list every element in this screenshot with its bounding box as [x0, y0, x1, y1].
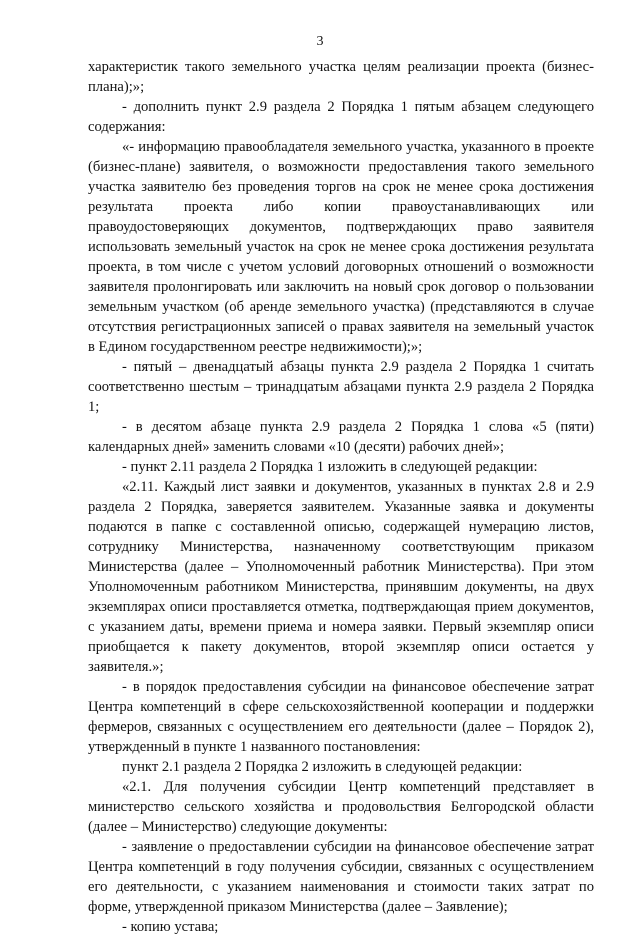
- paragraph: «- информацию правообладателя земельного участка, указанного в проекте (бизнес-плане) заявителя, о возможности предоставления такого земельного участка заявителю без проведения торгов на срок не менее срока достижения результата проекта либо копии правоустанавливающих или правоудостоверяющих документов, подтверждающих право заявителя использовать земельный участок на срок не менее срока достижения результата проекта, в том числе с учетом условий договорных отношений о возможности заявителя пролонгировать или заключить на новый срок договор о пользовании земельным участком (об аренде земельного участка) (представляются в случае отсутствия регистрационных записей о правах заявителя на земельный участок в Едином государственном реестре недвижимости);»;: [88, 139, 594, 355]
- paragraph: «2.11. Каждый лист заявки и документов, указанных в пунктах 2.8 и 2.9 раздела 2 Порядка, заверяется заявителем. Указанные заявка и документы подаются в папке с составленной описью, содержащей нумерацию листов, сотруднику Министерства, назначенному соответствующим приказом Министерства (далее – Уполномоченный работник Министерства). При этом Уполномоченным работником Министерства, принявшим документы, на двух экземплярах описи проставляется отметка, подтверждающая прием документов, с указанием даты, времени приема и номера заявки. Первый экземпляр описи приобщается к пакету документов, второй экземпляр описи остается у заявителя.»;: [88, 479, 594, 675]
- document-body: [88, 57, 594, 937]
- paragraph: - пятый – двенадцатый абзацы пункта 2.9 раздела 2 Порядка 1 считать соответственно шестым – тринадцатым абзацами пункта 2.9 раздела 2 Порядка 1;: [88, 359, 594, 415]
- paragraph: характеристик такого земельного участка целям реализации проекта (бизнес-плана);»;: [88, 59, 594, 95]
- paragraph: - заявление о предоставлении субсидии на финансовое обеспечение затрат Центра компетенций в году получения субсидии, связанных с осуществлением его деятельности, с указанием наименования и стоимости таких затрат по форме, утвержденной приказом Министерства (далее – Заявление);: [88, 839, 594, 915]
- paragraph: «2.1. Для получения субсидии Центр компетенций представляет в министерство сельского хозяйства и продовольствия Белгородской области (далее – Министерство) следующие документы:: [88, 779, 594, 835]
- paragraph: - копию устава;: [122, 919, 219, 935]
- paragraph: - в десятом абзаце пункта 2.9 раздела 2 Порядка 1 слова «5 (пяти) календарных дней» заменить словами «10 (десяти) рабочих дней»;: [88, 419, 594, 455]
- page-number: 3: [316, 34, 324, 49]
- paragraph: - в порядок предоставления субсидии на финансовое обеспечение затрат Центра компетенций в сфере сельскохозяйственной кооперации и поддержки фермеров, связанных с осуществлением его деятельности (далее – Порядок 2), утвержденный в пункте 1 названного постановления:: [88, 679, 594, 755]
- paragraph: - дополнить пункт 2.9 раздела 2 Порядка 1 пятым абзацем следующего содержания:: [88, 99, 594, 135]
- paragraph: пункт 2.1 раздела 2 Порядка 2 изложить в следующей редакции:: [122, 759, 523, 775]
- paragraph: - пункт 2.11 раздела 2 Порядка 1 изложить в следующей редакции:: [122, 459, 538, 475]
